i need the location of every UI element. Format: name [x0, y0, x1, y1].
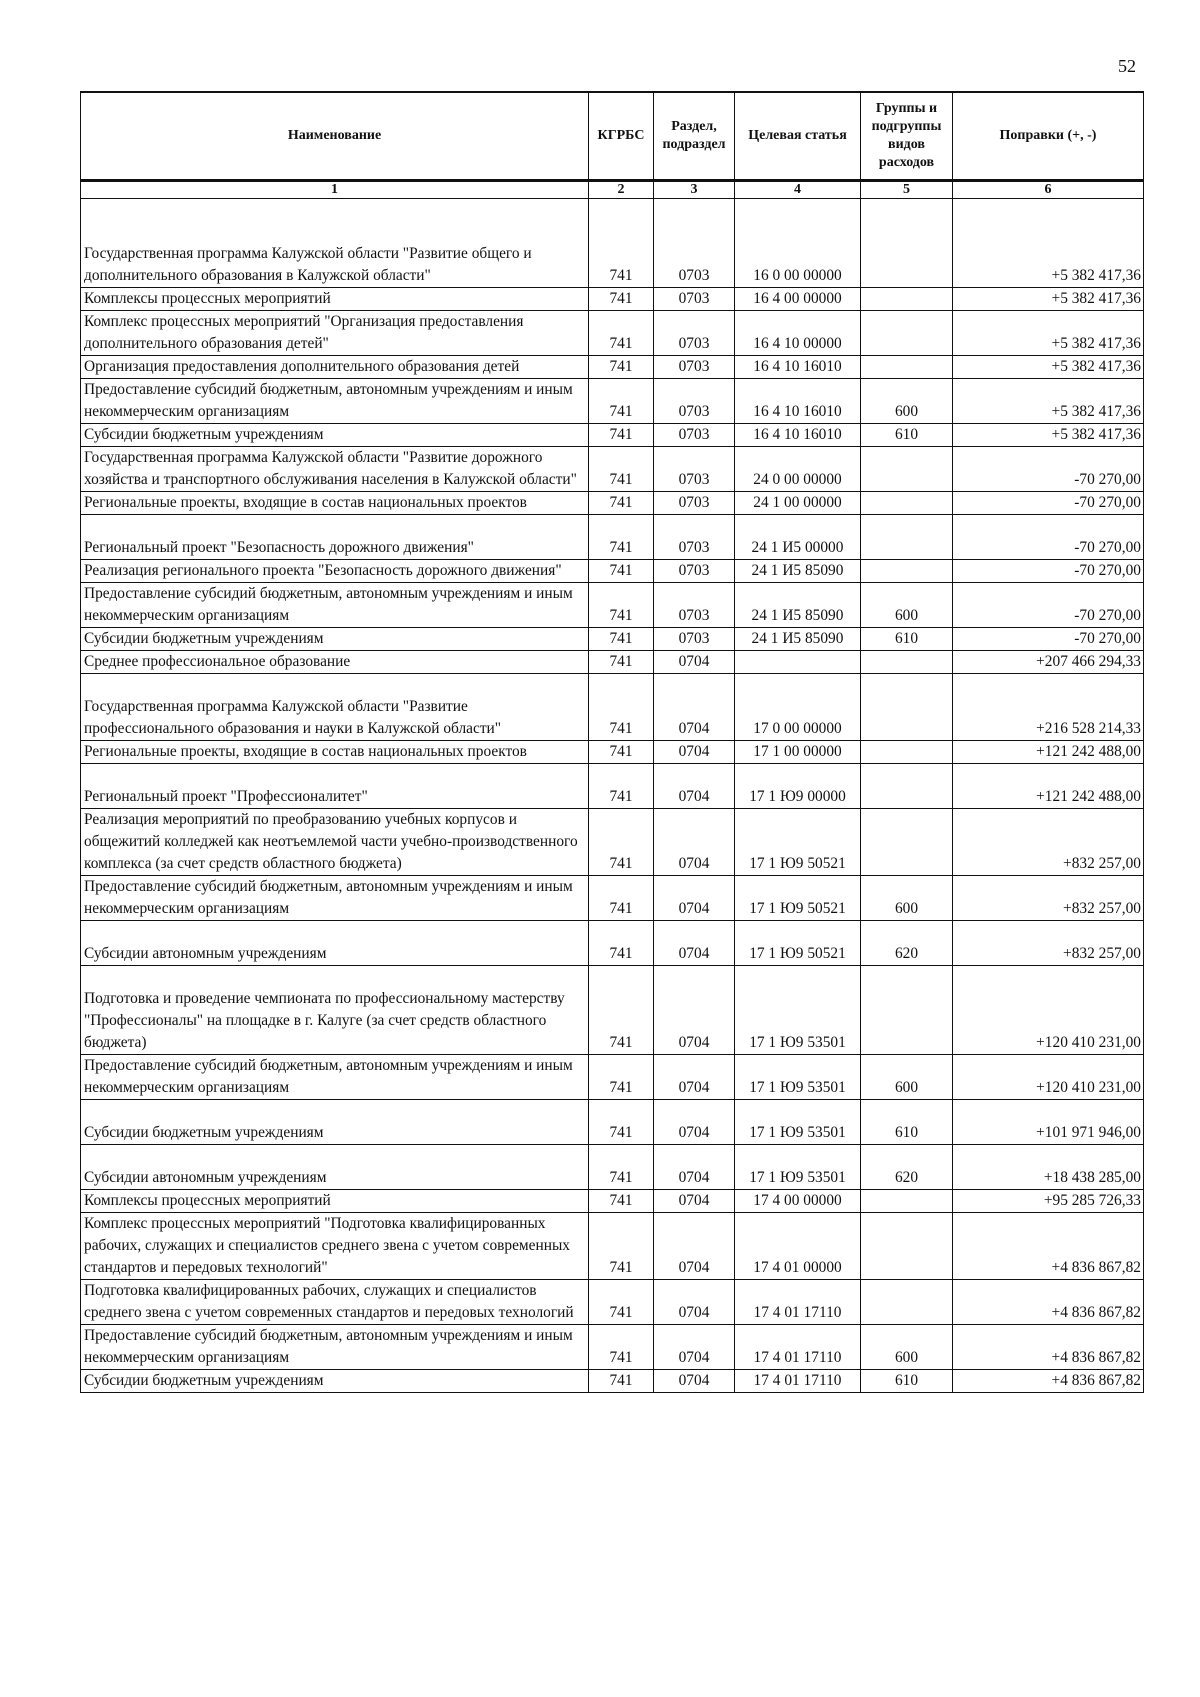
table-row — [81, 651, 1144, 674]
table-row — [81, 876, 1144, 921]
row-amount: +101 971 946,00 — [953, 1100, 1144, 1145]
row-target-article: 16 0 00 00000 — [735, 199, 861, 288]
table-row — [81, 1145, 1144, 1190]
row-amount: -70 270,00 — [953, 447, 1144, 492]
header-group: Группы и подгруппы видов расходов — [861, 92, 953, 181]
row-expense-group — [861, 199, 953, 288]
row-name: Субсидии автономным учреждениям — [81, 1145, 589, 1190]
row-kgrbs: 741 — [589, 1055, 654, 1100]
row-kgrbs: 741 — [589, 1145, 654, 1190]
table-row — [81, 1100, 1144, 1145]
budget-amendments-table — [80, 91, 1144, 1393]
row-name: Региональный проект "Профессионалитет" — [81, 764, 589, 809]
row-amount: -70 270,00 — [953, 560, 1144, 583]
row-kgrbs: 741 — [589, 492, 654, 515]
row-expense-group — [861, 492, 953, 515]
row-expense-group — [861, 447, 953, 492]
table-header-row — [81, 92, 1144, 181]
table-row — [81, 1213, 1144, 1280]
row-amount: +5 382 417,36 — [953, 424, 1144, 447]
row-expense-group — [861, 1213, 953, 1280]
row-amount: +5 382 417,36 — [953, 199, 1144, 288]
row-target-article: 24 1 И5 00000 — [735, 515, 861, 560]
row-name: Реализация регионального проекта "Безопасность дорожного движения" — [81, 560, 589, 583]
row-kgrbs: 741 — [589, 560, 654, 583]
row-razdel: 0704 — [654, 1370, 735, 1393]
row-target-article: 17 1 Ю9 53501 — [735, 1145, 861, 1190]
row-razdel: 0703 — [654, 583, 735, 628]
row-kgrbs: 741 — [589, 651, 654, 674]
row-amount: -70 270,00 — [953, 515, 1144, 560]
table-row — [81, 447, 1144, 492]
row-expense-group: 610 — [861, 628, 953, 651]
row-amount: +121 242 488,00 — [953, 764, 1144, 809]
row-amount: -70 270,00 — [953, 628, 1144, 651]
row-kgrbs: 741 — [589, 515, 654, 560]
row-razdel: 0704 — [654, 809, 735, 876]
row-kgrbs: 741 — [589, 809, 654, 876]
row-amount: +95 285 726,33 — [953, 1190, 1144, 1213]
row-kgrbs: 741 — [589, 1370, 654, 1393]
row-name: Комплексы процессных мероприятий — [81, 1190, 589, 1213]
row-razdel: 0704 — [654, 1325, 735, 1370]
row-target-article: 17 1 00 00000 — [735, 741, 861, 764]
row-razdel: 0704 — [654, 1145, 735, 1190]
row-expense-group — [861, 809, 953, 876]
row-razdel: 0703 — [654, 288, 735, 311]
row-razdel: 0704 — [654, 1190, 735, 1213]
table-row — [81, 288, 1144, 311]
row-amount: +4 836 867,82 — [953, 1370, 1144, 1393]
table-row — [81, 311, 1144, 356]
row-kgrbs: 741 — [589, 199, 654, 288]
row-expense-group — [861, 560, 953, 583]
row-target-article: 17 4 01 17110 — [735, 1280, 861, 1325]
row-name: Организация предоставления дополнительного образования детей — [81, 356, 589, 379]
page-number: 52 — [1118, 56, 1136, 76]
row-razdel: 0703 — [654, 199, 735, 288]
row-target-article: 17 4 01 17110 — [735, 1370, 861, 1393]
column-number: 4 — [735, 181, 861, 199]
row-expense-group: 600 — [861, 1055, 953, 1100]
row-kgrbs: 741 — [589, 1100, 654, 1145]
row-target-article: 24 1 И5 85090 — [735, 628, 861, 651]
row-expense-group — [861, 1280, 953, 1325]
row-name: Комплексы процессных мероприятий — [81, 288, 589, 311]
header-razdel: Раздел, подраздел — [654, 92, 735, 181]
row-razdel: 0704 — [654, 1280, 735, 1325]
row-expense-group: 610 — [861, 1100, 953, 1145]
row-amount: +5 382 417,36 — [953, 356, 1144, 379]
row-target-article: 24 1 00 00000 — [735, 492, 861, 515]
table-row — [81, 199, 1144, 288]
row-kgrbs: 741 — [589, 921, 654, 966]
row-kgrbs: 741 — [589, 424, 654, 447]
row-kgrbs: 741 — [589, 674, 654, 741]
row-target-article: 17 1 Ю9 00000 — [735, 764, 861, 809]
row-name: Предоставление субсидий бюджетным, автономным учреждениям и иным некоммерческим организациям — [81, 876, 589, 921]
table-row — [81, 1190, 1144, 1213]
row-target-article: 16 4 10 16010 — [735, 356, 861, 379]
row-target-article: 17 1 Ю9 53501 — [735, 966, 861, 1055]
row-name: Региональные проекты, входящие в состав национальных проектов — [81, 741, 589, 764]
row-razdel: 0703 — [654, 560, 735, 583]
row-expense-group — [861, 741, 953, 764]
row-razdel: 0704 — [654, 1213, 735, 1280]
row-amount: +832 257,00 — [953, 809, 1144, 876]
row-name: Субсидии бюджетным учреждениям — [81, 1370, 589, 1393]
row-kgrbs: 741 — [589, 628, 654, 651]
row-name: Государственная программа Калужской области "Развитие общего и дополнительного образования в Калужской области" — [81, 199, 589, 288]
row-target-article: 17 1 Ю9 50521 — [735, 921, 861, 966]
row-expense-group — [861, 1190, 953, 1213]
table-row — [81, 628, 1144, 651]
table-row — [81, 356, 1144, 379]
row-target-article: 17 4 01 00000 — [735, 1213, 861, 1280]
table-row — [81, 424, 1144, 447]
row-target-article: 17 0 00 00000 — [735, 674, 861, 741]
row-kgrbs: 741 — [589, 1325, 654, 1370]
table-row — [81, 515, 1144, 560]
row-target-article: 17 1 Ю9 53501 — [735, 1100, 861, 1145]
table-row — [81, 379, 1144, 424]
row-expense-group — [861, 311, 953, 356]
row-name: Субсидии бюджетным учреждениям — [81, 424, 589, 447]
table-row — [81, 583, 1144, 628]
column-number: 3 — [654, 181, 735, 199]
row-name: Подготовка и проведение чемпионата по профессиональному мастерству "Профессионалы" на площадке в г. Калуге (за счет средств областного бюджета) — [81, 966, 589, 1055]
row-expense-group: 610 — [861, 424, 953, 447]
row-target-article: 16 4 10 00000 — [735, 311, 861, 356]
column-number: 6 — [953, 181, 1144, 199]
row-target-article: 24 1 И5 85090 — [735, 560, 861, 583]
row-razdel: 0703 — [654, 447, 735, 492]
row-expense-group: 600 — [861, 876, 953, 921]
row-name: Комплекс процессных мероприятий "Подготовка квалифицированных рабочих, служащих и специалистов среднего звена с учетом современных стандартов и передовых технологий" — [81, 1213, 589, 1280]
table-row — [81, 492, 1144, 515]
row-amount: +5 382 417,36 — [953, 288, 1144, 311]
row-target-article: 16 4 00 00000 — [735, 288, 861, 311]
row-target-article: 24 0 00 00000 — [735, 447, 861, 492]
table-row — [81, 809, 1144, 876]
row-amount: +4 836 867,82 — [953, 1280, 1144, 1325]
table-row — [81, 674, 1144, 741]
row-razdel: 0704 — [654, 876, 735, 921]
column-number: 2 — [589, 181, 654, 199]
row-target-article: 17 1 Ю9 50521 — [735, 809, 861, 876]
row-expense-group — [861, 651, 953, 674]
row-name: Предоставление субсидий бюджетным, автономным учреждениям и иным некоммерческим организациям — [81, 379, 589, 424]
row-expense-group: 600 — [861, 583, 953, 628]
row-kgrbs: 741 — [589, 1213, 654, 1280]
row-razdel: 0704 — [654, 674, 735, 741]
row-kgrbs: 741 — [589, 876, 654, 921]
header-name: Наименование — [81, 92, 589, 181]
row-kgrbs: 741 — [589, 1190, 654, 1213]
row-kgrbs: 741 — [589, 447, 654, 492]
column-number: 5 — [861, 181, 953, 199]
row-razdel: 0704 — [654, 1055, 735, 1100]
row-kgrbs: 741 — [589, 583, 654, 628]
row-kgrbs: 741 — [589, 1280, 654, 1325]
row-amount: +120 410 231,00 — [953, 966, 1144, 1055]
row-expense-group: 620 — [861, 1145, 953, 1190]
table-row — [81, 966, 1144, 1055]
row-amount: +120 410 231,00 — [953, 1055, 1144, 1100]
row-target-article: 16 4 10 16010 — [735, 424, 861, 447]
row-name: Подготовка квалифицированных рабочих, служащих и специалистов среднего звена с учетом современных стандартов и передовых технологий — [81, 1280, 589, 1325]
row-razdel: 0703 — [654, 628, 735, 651]
row-razdel: 0704 — [654, 966, 735, 1055]
header-kgrbs: КГРБС — [589, 92, 654, 181]
row-name: Субсидии бюджетным учреждениям — [81, 1100, 589, 1145]
table-row — [81, 1325, 1144, 1370]
row-expense-group — [861, 674, 953, 741]
row-target-article: 17 4 01 17110 — [735, 1325, 861, 1370]
row-amount: -70 270,00 — [953, 492, 1144, 515]
row-expense-group: 600 — [861, 1325, 953, 1370]
row-name: Субсидии автономным учреждениям — [81, 921, 589, 966]
table-body — [81, 199, 1144, 1393]
row-amount: +4 836 867,82 — [953, 1213, 1144, 1280]
header-amount: Поправки (+, -) — [953, 92, 1144, 181]
row-expense-group — [861, 515, 953, 560]
row-amount: -70 270,00 — [953, 583, 1144, 628]
row-amount: +121 242 488,00 — [953, 741, 1144, 764]
row-amount: +18 438 285,00 — [953, 1145, 1144, 1190]
row-name: Предоставление субсидий бюджетным, автономным учреждениям и иным некоммерческим организациям — [81, 1055, 589, 1100]
row-name: Предоставление субсидий бюджетным, автономным учреждениям и иным некоммерческим организациям — [81, 1325, 589, 1370]
row-amount: +216 528 214,33 — [953, 674, 1144, 741]
row-target-article: 17 1 Ю9 50521 — [735, 876, 861, 921]
row-amount: +5 382 417,36 — [953, 311, 1144, 356]
row-kgrbs: 741 — [589, 966, 654, 1055]
row-razdel: 0704 — [654, 1100, 735, 1145]
row-name: Государственная программа Калужской области "Развитие профессионального образования и науки в Калужской области" — [81, 674, 589, 741]
table-row — [81, 1280, 1144, 1325]
row-expense-group — [861, 966, 953, 1055]
table-row — [81, 1055, 1144, 1100]
row-target-article: 17 1 Ю9 53501 — [735, 1055, 861, 1100]
row-kgrbs: 741 — [589, 288, 654, 311]
row-name: Субсидии бюджетным учреждениям — [81, 628, 589, 651]
row-expense-group: 600 — [861, 379, 953, 424]
table-row — [81, 741, 1144, 764]
header-target: Целевая статья — [735, 92, 861, 181]
row-kgrbs: 741 — [589, 356, 654, 379]
row-razdel: 0703 — [654, 424, 735, 447]
row-expense-group — [861, 288, 953, 311]
row-target-article — [735, 651, 861, 674]
row-expense-group — [861, 764, 953, 809]
row-kgrbs: 741 — [589, 379, 654, 424]
row-name: Среднее профессиональное образование — [81, 651, 589, 674]
row-razdel: 0704 — [654, 764, 735, 809]
row-amount: +207 466 294,33 — [953, 651, 1144, 674]
row-name: Комплекс процессных мероприятий "Организация предоставления дополнительного образования детей" — [81, 311, 589, 356]
row-razdel: 0703 — [654, 492, 735, 515]
row-kgrbs: 741 — [589, 741, 654, 764]
table-column-numbers-row — [81, 181, 1144, 199]
column-number: 1 — [81, 181, 589, 199]
row-expense-group — [861, 356, 953, 379]
row-kgrbs: 741 — [589, 764, 654, 809]
row-name: Региональные проекты, входящие в состав национальных проектов — [81, 492, 589, 515]
table-row — [81, 764, 1144, 809]
row-expense-group: 610 — [861, 1370, 953, 1393]
row-razdel: 0703 — [654, 311, 735, 356]
row-amount: +5 382 417,36 — [953, 379, 1144, 424]
row-name: Предоставление субсидий бюджетным, автономным учреждениям и иным некоммерческим организациям — [81, 583, 589, 628]
row-target-article: 17 4 00 00000 — [735, 1190, 861, 1213]
row-name: Государственная программа Калужской области "Развитие дорожного хозяйства и транспортного обслуживания населения в Калужской области" — [81, 447, 589, 492]
row-expense-group: 620 — [861, 921, 953, 966]
row-razdel: 0703 — [654, 356, 735, 379]
row-kgrbs: 741 — [589, 311, 654, 356]
row-razdel: 0704 — [654, 921, 735, 966]
row-razdel: 0704 — [654, 741, 735, 764]
table-row — [81, 1370, 1144, 1393]
row-name: Региональный проект "Безопасность дорожного движения" — [81, 515, 589, 560]
row-target-article: 24 1 И5 85090 — [735, 583, 861, 628]
row-razdel: 0703 — [654, 379, 735, 424]
table-row — [81, 921, 1144, 966]
row-amount: +832 257,00 — [953, 921, 1144, 966]
table-row — [81, 560, 1144, 583]
row-target-article: 16 4 10 16010 — [735, 379, 861, 424]
row-amount: +832 257,00 — [953, 876, 1144, 921]
row-amount: +4 836 867,82 — [953, 1325, 1144, 1370]
row-razdel: 0703 — [654, 515, 735, 560]
row-razdel: 0704 — [654, 651, 735, 674]
row-name: Реализация мероприятий по преобразованию учебных корпусов и общежитий колледжей как неотъемлемой части учебно-производственного комплекса (за счет средств областного бюджета) — [81, 809, 589, 876]
